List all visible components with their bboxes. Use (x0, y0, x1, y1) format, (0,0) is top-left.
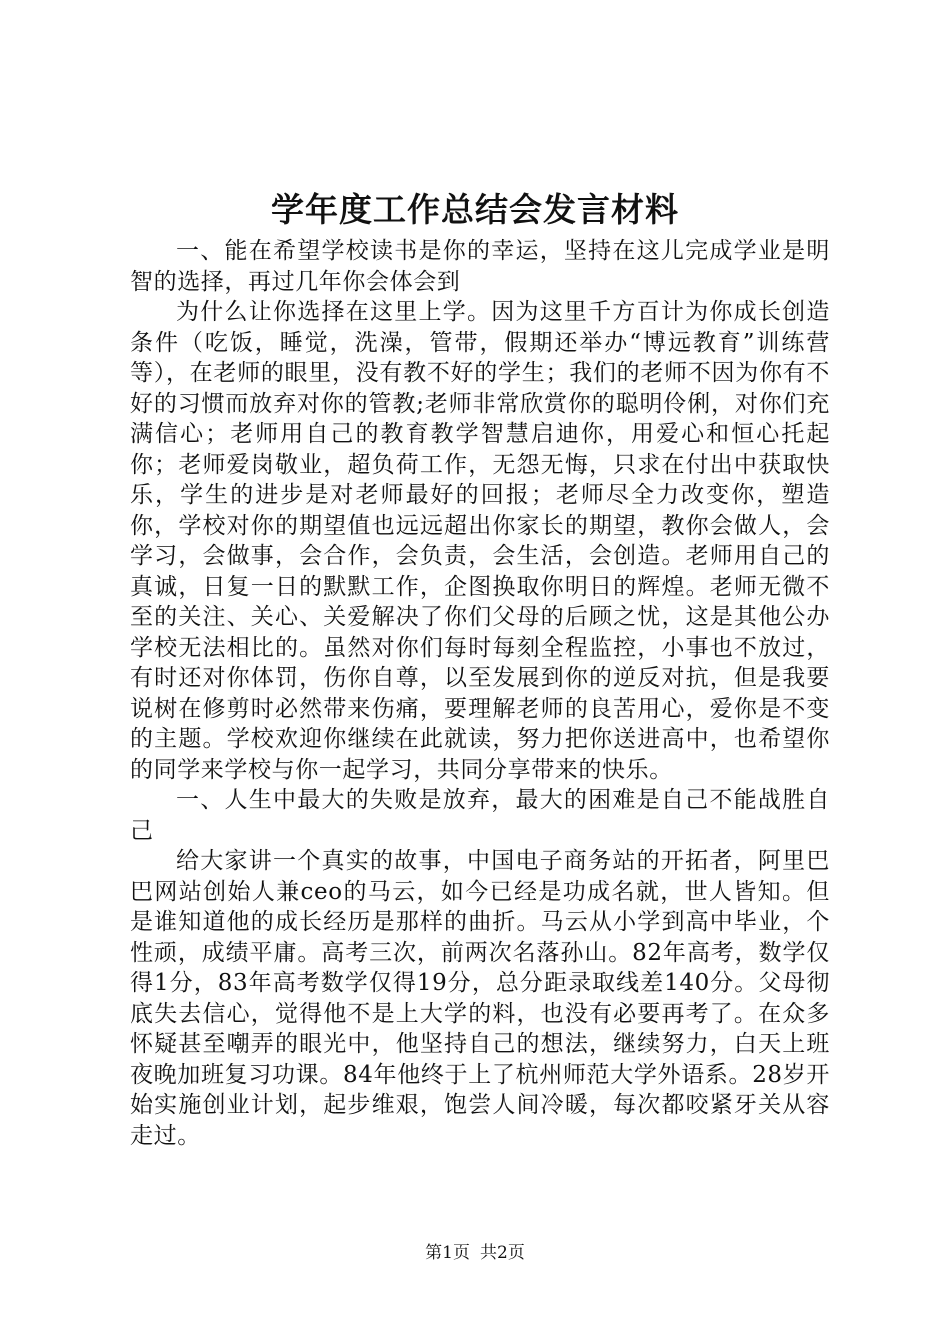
paragraph-1: 一、能在希望学校读书是你的幸运，坚持在这儿完成学业是明智的选择，再过几年你会体会到 (130, 238, 830, 295)
paragraph-4: 给大家讲一个真实的故事，中国电子商务站的开拓者，阿里巴巴网站创始人兼ceo的马云，如今已经是功成名就，世人皆知。但是谁知道他的成长经历是那样的曲折。马云从小学到高中毕业，个性顽，成绩平庸。高考三次，前两次名落孙山。82年高考，数学仅得1分，83年高考数学仅得19分，总分距录取线差140分。父母彻底失去信心，觉得他不是上大学的料，也没有必要再考了。在众多怀疑甚至嘲弄的眼光中，他坚持自己的想法，继续努力，白天上班夜晚加班复习功课。84年他终于上了杭州师范大学外语系。28岁开始实施创业计划，起步维艰，饱尝人间冷暖，每次都咬紧牙关从容走过。 (130, 848, 830, 1149)
paragraph-2: 为什么让你选择在这里上学。因为这里千方百计为你成长创造条件（吃饭，睡觉，洗澡，管带，假期还举办“博远教育”训练营等），在老师的眼里，没有教不好的学生；我们的老师不因为你有不好的习惯而放弃对你的管教;老师非常欣赏你的聪明伶俐，对你们充满信心；老师用自己的教育教学智慧启迪你，用爱心和恒心托起你；老师爱岗敬业，超负荷工作，无怨无悔，只求在付出中获取快乐，学生的进步是对老师最好的回报；老师尽全力改变你，塑造你，学校对你的期望值也远远超出你家长的期望，教你会做人，会学习，会做事，会合作，会负责，会生活，会创造。老师用自己的真诚，日复一日的默默工作，企图换取你明日的辉煌。老师无微不至的关注、关心、关爱解决了你们父母的后顾之忧，这是其他公办学校无法相比的。虽然对你们每时每刻全程监控，小事也不放过，有时还对你体罚，伤你自尊，以至发展到你的逆反对抗，但是我要说树在修剪时必然带来伤痛，要理解老师的良苦用心，爱你是不变的主题。学校欢迎你继续在此就读，努力把你送进高中，也希望你的同学来学校与你一起学习，共同分享带来的快乐。 (130, 299, 830, 783)
document-body (130, 236, 830, 1151)
document-title: 学年度工作总结会发言材料 (271, 190, 679, 229)
page-number-total: 共2页 (480, 1243, 525, 1263)
page-number-current: 第1页 (425, 1243, 470, 1263)
paragraph-3: 一、人生中最大的失败是放弃，最大的困难是自己不能战胜自己 (130, 787, 830, 844)
page-footer (0, 1242, 950, 1264)
